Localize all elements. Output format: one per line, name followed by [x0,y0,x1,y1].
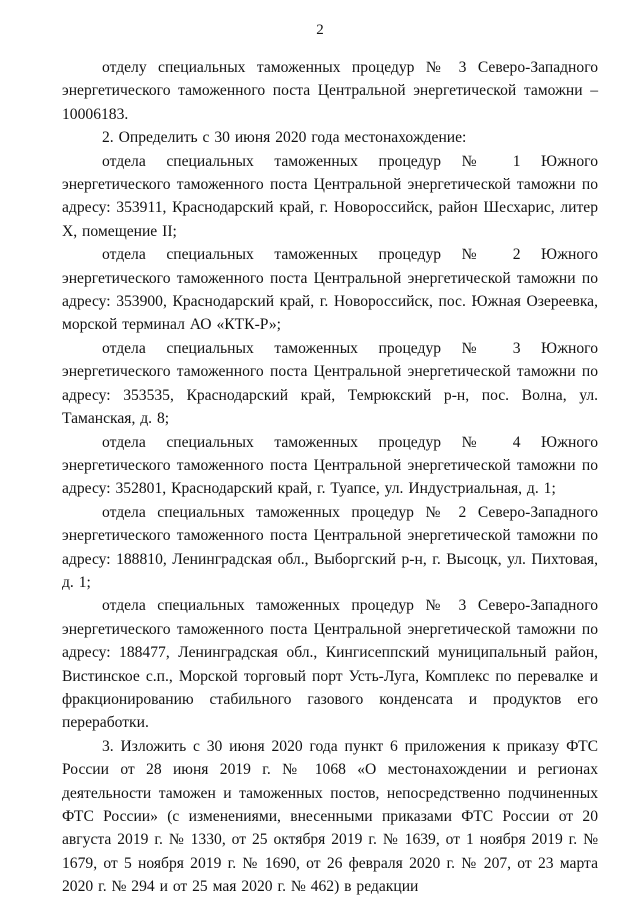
paragraph-address-2: отдела специальных таможенных процедур № 2 Южного энергетического таможенного поста Центральной энергетической таможни по адресу: 353900, Краснодарский край, г. Новороссийск, пос. Южная Озереевка, морской терминал АО «КТК-Р»; [62,246,598,334]
page-number: 2 [316,22,324,38]
paragraph-item-2: 2. Определить с 30 июня 2020 года местонахождение: [102,129,467,147]
paragraph-address-3: отдела специальных таможенных процедур № 3 Южного энергетического таможенного поста Центральной энергетической таможни по адресу: 353535, Краснодарский край, Темрюкский р-н, пос. Волна, ул. Таманская, д. 8; [62,339,598,428]
paragraph-address-4: отдела специальных таможенных процедур № 4 Южного энергетического таможенного поста Центральной энергетической таможни по адресу: 352801, Краснодарский край, г. Туапсе, ул. Индустриальная, д. 1; [62,433,598,498]
paragraph-address-6: отдела специальных таможенных процедур № 3 Северо-Западного энергетического таможенного поста Центральной энергетической таможни по адресу: 188477, Ленинградская обл., Кингисеппский муниципальный район, Вистинское с.п., Морской торговый порт Усть-Луга, Комплекс по перевалке и фракционированию стабильного газового конденсата и продуктов его переработки. [62,597,598,732]
paragraph-continuation: отделу специальных таможенных процедур № 3 Северо-Западного энергетического таможенного поста Центральной энергетической таможни – 10006183. [62,59,598,123]
paragraph-item-3: 3. Изложить с 30 июня 2020 года пункт 6 приложения к приказу ФТС России от 28 июня 2019 г. № 1068 «О местонахождении и регионах деятельности таможен и таможенных постов, непосредственно подчиненных ФТС России» (с изменениями, внесенными приказами ФТС России от 20 августа 2019 г. № 1330, от 25 октября 2019 г. № 1639, от 1 ноября 2019 г. № 1679, от 5 ноября 2019 г. № 1690, от 26 февраля 2020 г. № 207, от 23 марта 2020 г. № 294 и от 25 мая 2020 г. № 462) в редакции [62,737,598,896]
document-body [62,56,598,899]
paragraph-address-1: отдела специальных таможенных процедур № 1 Южного энергетического таможенного поста Центральной энергетической таможни по адресу: 353911, Краснодарский край, г. Новороссийск, район Шесхарис, литер X, помещение II; [62,152,598,240]
paragraph-address-5: отдела специальных таможенных процедур № 2 Северо-Западного энергетического таможенного поста Центральной энергетической таможни по адресу: 188810, Ленинградская обл., Выборгский р-н, г. Высоцк, ул. Пихтовая, д. 1; [62,503,598,591]
